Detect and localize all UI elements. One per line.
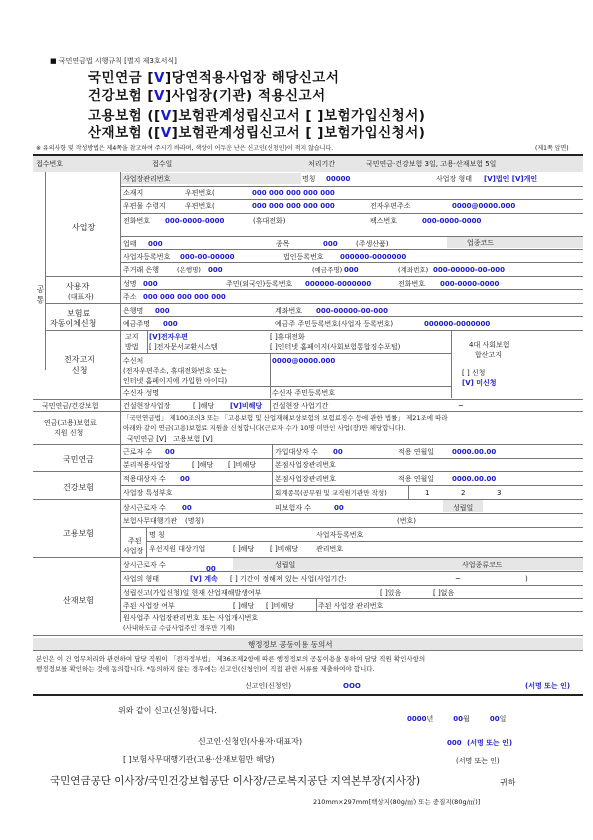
hi-account-2[interactable]: 2 xyxy=(461,489,466,497)
receipt-date-label: 접수일 xyxy=(152,160,173,168)
main-product-label: (주생산품) xyxy=(356,240,389,248)
agency-label: [ ]보험사무대행기관(고용·산재보험만 해당) xyxy=(123,755,275,764)
np-hq-no-label: 본점사업장관리번호 xyxy=(275,461,336,469)
employer-section-label: 사용자 xyxy=(66,282,90,291)
bank-name-value[interactable]: 000 xyxy=(208,266,223,274)
workplace-mgmt-no-label: 사업장관리번호 xyxy=(123,175,171,183)
ia-regular-label: 상시근로자 수 xyxy=(123,561,166,569)
recipient-label: 수신처 xyxy=(123,357,144,365)
construction-site-label: 건설현장사업장 xyxy=(123,402,171,410)
hi-account-label: 회계종목(공무원 및 교직원기관만 작성) xyxy=(275,489,387,497)
workplace-name-value[interactable]: 00000 xyxy=(326,175,351,183)
consent-text-2: 행정정보를 확인하는 것에 동의합니다. *동의하지 않는 경우에는 신고인(신청인)이 직접 관련 서류를 제출하여야 합니다. xyxy=(36,665,375,673)
auto-account-value[interactable]: 000-00000-00-000 xyxy=(316,307,389,315)
np-workers-value[interactable]: 00 xyxy=(165,448,175,456)
ia-main-mgmt-label: 주된 사업장 관리번호 xyxy=(318,602,384,610)
ia-regular-value[interactable]: 00 xyxy=(206,565,216,573)
business-item-value[interactable]: 000 xyxy=(323,240,338,248)
np-members-label: 가입대상자 수 xyxy=(275,448,318,456)
address-zip-label: 우편번호( xyxy=(185,189,215,197)
business-type-value[interactable]: 000 xyxy=(148,240,163,248)
mail-address-label: 우편물 수령지 xyxy=(123,202,166,210)
employer-address-value[interactable]: 000 000 000 000 000 xyxy=(143,293,226,301)
phone-label: 전화번호 xyxy=(123,217,151,225)
ia-accident-label: 성립신고(가입신청)일 현재 산업재해발생여부 xyxy=(123,589,262,597)
construction-yes[interactable]: [ ]해당 xyxy=(193,402,215,410)
ia-main-yes[interactable]: [ ]해당 xyxy=(233,602,255,610)
ei-priority-yes[interactable]: [ ]해당 xyxy=(233,545,255,553)
fax-label: 팩스번호 xyxy=(370,217,398,225)
hi-hq-no-label: 본점사업장관리번호 xyxy=(275,475,336,483)
notice-method-label-2: 방법 xyxy=(125,343,139,351)
corporate-reg-no-value[interactable]: 000000-0000000 xyxy=(340,253,407,261)
hi-members-label: 적용대상자 수 xyxy=(123,475,166,483)
workplace-name-label: 명칭 xyxy=(302,175,316,183)
ei-mgmt-no-label: 관리번호 xyxy=(316,545,344,553)
hi-date-value[interactable]: 0000.00.00 xyxy=(452,475,497,483)
four-insurance-not-apply[interactable]: [V] 미신청 xyxy=(462,379,497,387)
email-value[interactable]: 0000@0000.000 xyxy=(452,202,516,210)
paper-spec: 210mm×297mm[백상지(80g/㎡) 또는 중질지(80g/㎡)] xyxy=(313,798,481,806)
common-section-label: 공 통 xyxy=(36,285,45,304)
declaration-date: 0000년 00월 00일 xyxy=(407,715,507,723)
subsidy-options[interactable]: 국민연금 [V] 고용보험 [V] xyxy=(127,435,213,443)
consent-heading: 행정정보 공동이용 동의서 xyxy=(248,640,333,649)
construction-period-label: 건설현장 사업기간 xyxy=(272,402,329,410)
auto-holder-label: 예금주명 xyxy=(123,320,151,328)
np-members-value[interactable]: 00 xyxy=(333,448,343,456)
ei-priority-no[interactable]: [ ]비해당 xyxy=(270,545,298,553)
workplace-type-checkboxes[interactable]: [V]법인 [V]개인 xyxy=(484,175,538,183)
processing-period-value: 국민연금·건강보험 3일, 고용·산재보험 5일 xyxy=(366,160,497,168)
employer-name-value[interactable]: 000 xyxy=(143,280,158,288)
hi-date-label: 적용 연월일 xyxy=(398,475,435,483)
subsidy-label-1: 연금(고용)보험료 xyxy=(44,419,97,427)
np-separate-yes[interactable]: [ ]해당 xyxy=(192,461,214,469)
auto-holder-rrn-value[interactable]: 000000-0000000 xyxy=(424,320,491,328)
auto-transfer-label-1: 보험료 xyxy=(67,309,91,318)
industry-code-label: 업종코드 xyxy=(467,239,495,247)
ia-est-date-label: 성립일 xyxy=(275,561,296,569)
construction-period-dash: ~ xyxy=(458,402,464,410)
ia-accident-yes[interactable]: [ ]있음 xyxy=(380,589,402,597)
ia-biz-type-code-label: 사업종류코드 xyxy=(462,561,503,569)
corporate-reg-no-label: 법인등록번호 xyxy=(283,253,324,261)
notice-mobile-option[interactable]: [ ]휴대전화 xyxy=(270,333,305,341)
notice-text: ※ 유의사항 및 작성방법은 제4쪽을 참고하여 주시기 바라며, 색상이 어두운 난은 신고인(신청인)이 적지 않습니다. xyxy=(36,145,334,152)
regulation-label: ■ 국민연금법 시행규칙 [별지 제3호서식] xyxy=(50,57,177,65)
notice-email-option[interactable]: [V]전자우편 xyxy=(149,333,188,341)
e-notice-label-2: 신청 xyxy=(72,366,88,375)
ei-section-label: 고용보험 xyxy=(63,529,94,538)
hi-members-value[interactable]: 00 xyxy=(180,475,190,483)
subsidy-text-1: 「국민연금법」 제100조의3 또는 「고용보험 및 산업재해보상보험의 보험료징수 등에 관한 법률」 제21조에 따라 xyxy=(123,414,448,422)
construction-no[interactable]: [V]비해당 xyxy=(230,402,263,410)
address-value[interactable]: 000 000 000 000 000 xyxy=(252,189,335,197)
np-date-value[interactable]: 0000.00.00 xyxy=(452,448,497,456)
employer-name-label: 성명 xyxy=(123,280,137,288)
subsidy-text-2: 아래와 같이 연금(고용)보험료 지원을 신청합니다(근로자 수가 10명 미만인 사업(장)만 해당합니다). xyxy=(123,424,406,432)
four-insurance-apply[interactable]: [ ] 신청 xyxy=(462,369,486,377)
np-section-label: 국민연금 xyxy=(63,455,94,464)
hi-account-3[interactable]: 3 xyxy=(497,489,502,497)
ia-section-label: 산재보험 xyxy=(63,596,94,605)
mail-address-value[interactable]: 000 000 000 000 000 xyxy=(252,202,335,210)
recipient-rrn-label: 수신자 주민등록번호 xyxy=(272,389,336,397)
np-workers-label: 근로자 수 xyxy=(123,448,153,456)
consent-signer-value[interactable]: OOO xyxy=(343,682,361,690)
ei-agency-label: 보험사무대행기관 xyxy=(123,517,178,525)
fax-value[interactable]: 000-0000-0000 xyxy=(422,217,482,225)
hi-account-1[interactable]: 1 xyxy=(425,489,430,497)
np-hi-label: 국민연금/건강보험 xyxy=(42,402,99,410)
date-year-value[interactable]: 0000 xyxy=(407,715,427,723)
np-separate-no[interactable]: [ ]비해당 xyxy=(228,461,256,469)
title-line-2: 건강보험 [V]사업장(기관) 적용신고서 xyxy=(88,88,326,104)
ei-insured-label: 피보험자 수 xyxy=(275,504,312,512)
title-line-4: 산재보험 ([V]보험관계성립신고서 [ ]보험가입신청서) xyxy=(88,125,426,141)
ia-form-close: ) xyxy=(525,575,528,583)
ia-form-continuous[interactable]: [V] 계속 xyxy=(190,575,218,583)
account-value[interactable]: 000-00000-00-000 xyxy=(433,266,506,274)
depositor-label: (예금주명) xyxy=(312,266,343,274)
np-separate-label: 분리적용사업장 xyxy=(123,461,171,469)
notice-method-label-1: 고지 xyxy=(125,333,139,341)
consent-signature[interactable]: (서명 또는 인) xyxy=(525,682,571,690)
ei-est-date-label: 성립일 xyxy=(453,504,474,512)
four-insurance-label-2: 합산고지 xyxy=(475,351,503,359)
auto-transfer-label-2: 자동이체신청 xyxy=(50,319,97,328)
bank-name-label: (은행명) xyxy=(177,266,201,274)
ia-form-label: 사업의 형태 xyxy=(123,575,160,583)
employer-rrn-value[interactable]: 000000-0000000 xyxy=(305,280,372,288)
employer-rrn-label: 주민(외국인)등록번호 xyxy=(226,280,293,288)
mail-zip-label: 우편번호( xyxy=(185,202,215,210)
notice-edi-option[interactable]: [ ]전자문서교환시스템 xyxy=(149,343,218,351)
mobile-label: (휴대전화) xyxy=(253,217,286,225)
auto-bank-value[interactable]: 000 xyxy=(155,307,170,315)
date-month-value[interactable]: 00 xyxy=(453,715,464,723)
declaration-text: 위와 같이 신고(신청)합니다. xyxy=(118,706,217,715)
hi-special-code-label: 사업장 특성부호 xyxy=(123,489,173,497)
np-date-label: 적용 연월일 xyxy=(398,448,435,456)
ia-main-no[interactable]: [ ]비해당 xyxy=(266,602,294,610)
business-reg-no-value[interactable]: 000-00-00000 xyxy=(180,253,235,261)
main-bank-label: 주거래 은행 xyxy=(123,266,160,274)
title-line-1: 국민연금 [V]당연적용사업장 해당신고서 xyxy=(88,70,340,86)
ei-agency-no-label: (번호) xyxy=(397,517,416,525)
workplace-section-label: 사업장 xyxy=(72,223,96,232)
page-indicator: (제1쪽 앞면) xyxy=(535,145,569,152)
recipient-name-label: 수신자 성명 xyxy=(123,389,160,397)
address-label: 소재지 xyxy=(123,189,144,197)
recipient-desc-1: (전자우편주소, 휴대전화번호 또는 xyxy=(123,367,228,375)
recipient-desc-2: 인터넷 홈페이지에 가입한 아이디) xyxy=(123,377,228,385)
ei-main-biz-label-2: 사업장 xyxy=(123,547,144,555)
receipt-number-label: 접수번호 xyxy=(36,160,64,168)
ia-origin-label-2: (사내하도급 수급사업주인 경우만 기재) xyxy=(123,624,235,632)
applicant-label: 신고인·신청인(사용자·대표자) xyxy=(198,737,303,746)
ei-regular-value[interactable]: 00 xyxy=(182,504,192,512)
business-type-label: 업태 xyxy=(123,240,137,248)
depositor-value[interactable]: 000 xyxy=(344,266,359,274)
auto-bank-label: 은행명 xyxy=(123,307,144,315)
employer-address-label: 주소 xyxy=(123,293,137,301)
e-notice-label-1: 전자고지 xyxy=(64,355,95,364)
employer-phone-label: 전화번호 xyxy=(398,280,426,288)
business-item-label: 종목 xyxy=(276,240,290,248)
addressee: 국민연금공단 이사장/국민건강보험공단 이사장/근로복지공단 지역본부장(지사장) xyxy=(50,775,421,787)
consent-signer-label: 신고인(신청인) xyxy=(245,682,292,690)
hi-section-label: 건강보험 xyxy=(63,483,94,492)
applicant-value[interactable]: 000 xyxy=(447,739,462,747)
ei-main-biz-label-1: 주된 xyxy=(128,537,142,545)
ei-priority-label: 우선지원 대상기업 xyxy=(149,545,206,553)
ei-regular-label: 상시근로자 수 xyxy=(123,504,166,512)
notice-web-option[interactable]: [ ]인터넷 홈페이지(사회보험통합징수포털) xyxy=(270,343,401,351)
ei-agency-name-label: (명칭) xyxy=(185,517,204,525)
account-label: (계좌번호) xyxy=(398,266,429,274)
auto-account-label: 계좌번호 xyxy=(275,307,303,315)
employer-section-sublabel: (대표자) xyxy=(68,293,94,301)
subsidy-label-2: 지원 신청 xyxy=(54,429,84,437)
date-day-value[interactable]: 00 xyxy=(489,715,500,723)
ia-form-fixed-term[interactable]: [ ] 기간이 정해져 있는 사업(사업기간: xyxy=(230,575,347,583)
title-line-3: 고용보험 ([V]보험관계성립신고서 [ ]보험가입신청서) xyxy=(88,108,426,124)
phone-value[interactable]: 000-0000-0000 xyxy=(165,217,225,225)
ia-accident-no[interactable]: [ ]없음 xyxy=(433,589,455,597)
ia-main-yn-label: 주된 사업장 여부 xyxy=(123,602,175,610)
agency-signature[interactable]: (서명 또는 인) xyxy=(456,757,500,765)
employer-phone-value[interactable]: 000-0000-0000 xyxy=(440,280,500,288)
consent-text-1: 본인은 이 건 업무처리와 관련하여 담당 직원이 「전자정부법」 제36조제2항에 따른 행정정보의 공동이용을 통하여 담당 직원 확인사항의 xyxy=(36,655,426,663)
business-reg-no-label: 사업자등록번호 xyxy=(123,253,171,261)
auto-holder-value[interactable]: 000 xyxy=(163,320,178,328)
four-insurance-label: 4대 사회보험 xyxy=(469,341,510,349)
addressee-honorific: 귀하 xyxy=(500,778,516,787)
ia-form-dash: ~ xyxy=(455,575,461,583)
ei-main-name-label: 명 칭 xyxy=(149,531,165,539)
ei-main-reg-label: 사업자등록번호 xyxy=(316,531,364,539)
ei-insured-value[interactable]: 00 xyxy=(334,504,344,512)
ia-origin-label-1: 원사업주 사업장관리번호 또는 사업개시번호 xyxy=(123,614,259,622)
auto-holder-rrn-label: 예금주 주민등록번호(사업자 등록번호) xyxy=(275,320,394,328)
recipient-value[interactable]: 0000@0000.000 xyxy=(272,357,336,365)
email-label: 전자우편주소 xyxy=(370,202,411,210)
workplace-type-label: 사업장 형태 xyxy=(436,175,473,183)
processing-period-label: 처리기간 xyxy=(308,160,336,168)
applicant-signature[interactable]: (서명 또는 인) xyxy=(467,739,513,747)
